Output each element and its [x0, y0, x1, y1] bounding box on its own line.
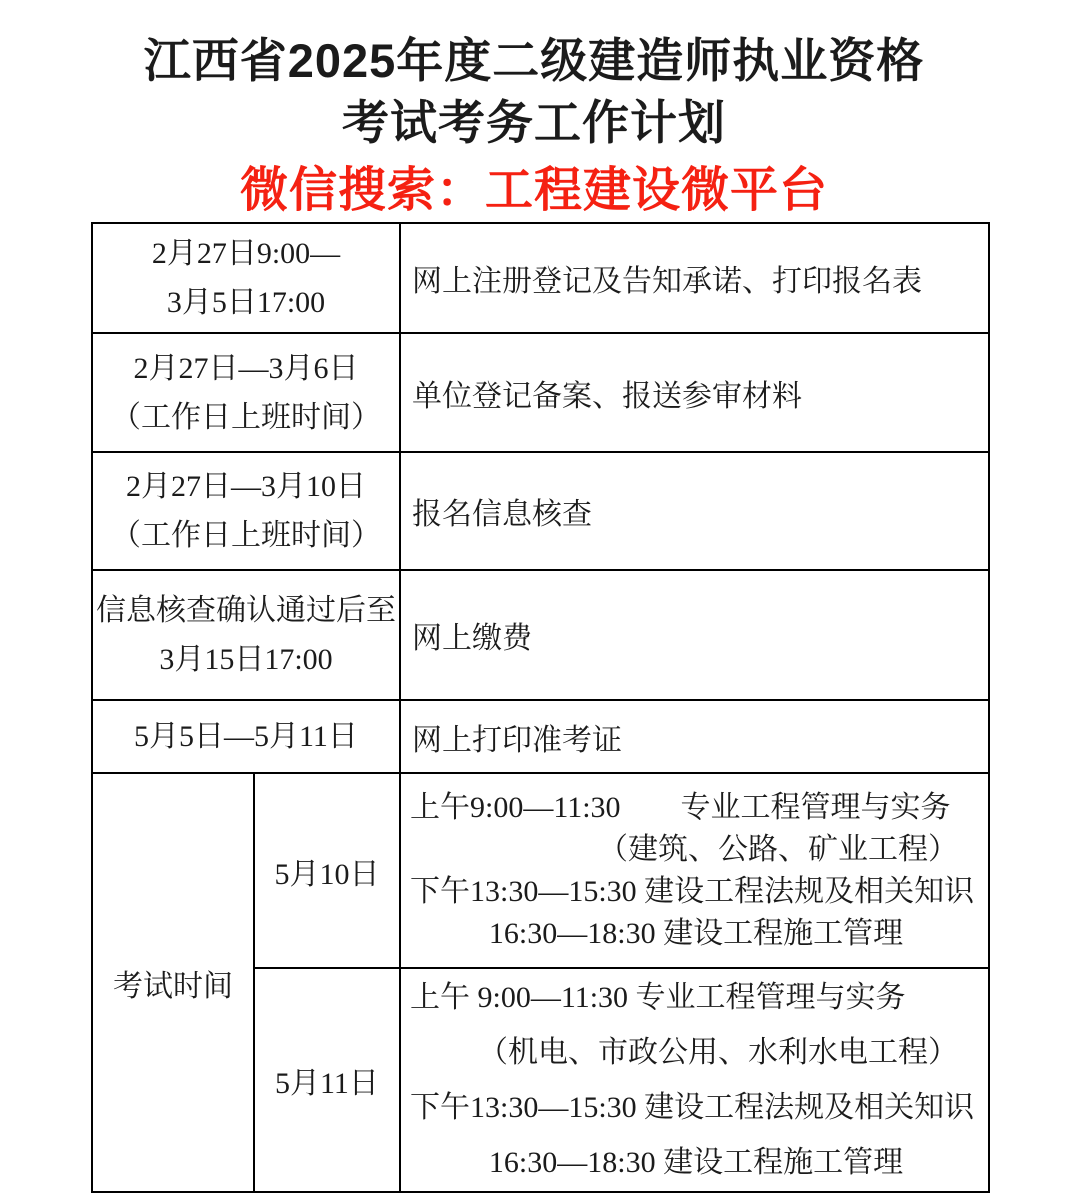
task-cell: 网上注册登记及告知承诺、打印报名表 — [400, 223, 989, 333]
schedule-cell — [400, 773, 989, 968]
schedule-line: （建筑、公路、矿业工程） — [598, 832, 958, 866]
period-line: 3月15日17:00 — [159, 643, 333, 676]
exam-date-cell: 5月11日 — [254, 968, 400, 1192]
table-row — [92, 570, 989, 700]
schedule-line: 16:30—18:30 建设工程施工管理 — [488, 916, 904, 950]
document-header — [0, 0, 1068, 217]
table-row — [92, 700, 989, 773]
task-cell: 网上打印准考证 — [400, 700, 989, 773]
schedule-line: 16:30—18:30 建设工程施工管理 — [488, 1146, 904, 1179]
exam-time-label-cell: 考试时间 — [92, 773, 254, 1192]
schedule-line: 上午9:00—11:30 专业工程管理与实务 — [410, 790, 951, 824]
period-line: （工作日上班时间） — [111, 519, 381, 552]
period-line: 5月5日—5月11日 — [134, 720, 358, 753]
exam-schedule-table — [91, 222, 990, 1193]
period-line: 2月27日9:00— — [151, 237, 341, 270]
period-cell — [92, 333, 400, 452]
period-line: 3月5日17:00 — [166, 286, 326, 319]
table-row — [92, 333, 989, 452]
period-line: （工作日上班时间） — [111, 400, 381, 434]
table-row-exam-day-1 — [92, 773, 989, 968]
period-line: 2月27日—3月6日 — [133, 351, 359, 385]
period-cell — [92, 452, 400, 570]
period-cell — [92, 223, 400, 333]
period-cell — [92, 700, 400, 773]
schedule-cell — [400, 968, 989, 1192]
period-line: 信息核查确认通过后至 — [96, 594, 396, 627]
exam-date-cell: 5月10日 — [254, 773, 400, 968]
schedule-line: （机电、市政公用、水利水电工程） — [478, 1036, 958, 1069]
page-title-line-2: 考试考务工作计划 — [342, 96, 726, 149]
task-cell: 网上缴费 — [400, 570, 989, 700]
table-row — [92, 223, 989, 333]
schedule-line: 下午13:30—15:30 建设工程法规及相关知识 — [410, 874, 975, 908]
schedule-line: 上午 9:00—11:30 专业工程管理与实务 — [410, 981, 906, 1014]
table-row — [92, 452, 989, 570]
period-line: 2月27日—3月10日 — [126, 470, 366, 503]
wechat-search-banner: 微信搜索：工程建设微平台 — [239, 164, 828, 217]
period-cell — [92, 570, 400, 700]
page-title-line-1: 江西省2025年度二级建造师执业资格 — [143, 34, 925, 87]
task-cell: 报名信息核查 — [400, 452, 989, 570]
task-cell: 单位登记备案、报送参审材料 — [400, 333, 989, 452]
schedule-line: 下午13:30—15:30 建设工程法规及相关知识 — [410, 1091, 975, 1124]
